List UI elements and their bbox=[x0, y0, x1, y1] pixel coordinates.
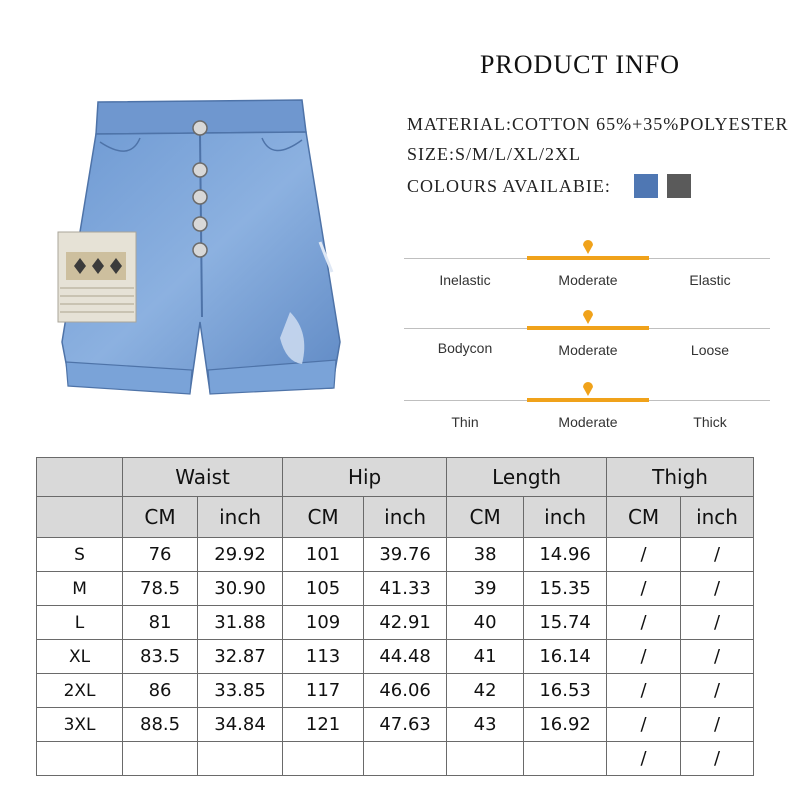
table-cell bbox=[447, 742, 524, 776]
table-cell bbox=[524, 742, 607, 776]
table-cell: 42 bbox=[447, 674, 524, 708]
table-cell: 39.76 bbox=[364, 538, 447, 572]
table-cell: 41 bbox=[447, 640, 524, 674]
scale-left-label: Thin bbox=[451, 414, 479, 430]
thickness-scale bbox=[404, 378, 770, 438]
elasticity-scale bbox=[404, 236, 770, 296]
scale-middle-label: Moderate bbox=[558, 342, 618, 358]
unit-header: CM bbox=[283, 497, 364, 538]
swatch-blue bbox=[634, 174, 658, 198]
table-cell: / bbox=[681, 640, 754, 674]
table-cell: 15.35 bbox=[524, 572, 607, 606]
table-cell: / bbox=[607, 742, 681, 776]
size-label-cell bbox=[37, 742, 123, 776]
table-unit-header-row bbox=[37, 497, 754, 538]
table-corner-cell bbox=[37, 497, 123, 538]
unit-header: CM bbox=[607, 497, 681, 538]
table-cell: 105 bbox=[283, 572, 364, 606]
table-cell: / bbox=[681, 572, 754, 606]
scale-selected-segment bbox=[527, 326, 649, 330]
scale-right-label: Thick bbox=[693, 414, 727, 430]
table-cell: 30.90 bbox=[198, 572, 283, 606]
table-row bbox=[37, 538, 754, 572]
table-cell: 117 bbox=[283, 674, 364, 708]
scale-marker-icon bbox=[582, 380, 594, 396]
unit-header: inch bbox=[681, 497, 754, 538]
scale-selected-segment bbox=[527, 256, 649, 260]
fit-scale bbox=[404, 306, 770, 366]
table-cell: / bbox=[607, 606, 681, 640]
table-cell: 47.63 bbox=[364, 708, 447, 742]
table-cell: 78.5 bbox=[123, 572, 198, 606]
size-label-cell: 3XL bbox=[37, 708, 123, 742]
table-cell: / bbox=[681, 674, 754, 708]
size-text: SIZE:S/M/L/XL/2XL bbox=[407, 144, 581, 164]
scale-selected-segment bbox=[527, 398, 649, 402]
swatch-gray bbox=[667, 174, 691, 198]
table-cell: 113 bbox=[283, 640, 364, 674]
size-chart-table bbox=[36, 457, 754, 776]
group-header-length: Length bbox=[447, 458, 607, 497]
table-cell: 43 bbox=[447, 708, 524, 742]
material-text: MATERIAL:COTTON 65%+35%POLYESTER bbox=[407, 114, 789, 134]
table-cell: / bbox=[607, 640, 681, 674]
table-cell: 34.84 bbox=[198, 708, 283, 742]
scale-right-label: Elastic bbox=[689, 272, 731, 288]
table-cell: 16.53 bbox=[524, 674, 607, 708]
table-cell: 101 bbox=[283, 538, 364, 572]
table-cell: / bbox=[607, 538, 681, 572]
scale-marker-icon bbox=[582, 238, 594, 254]
unit-header: CM bbox=[123, 497, 198, 538]
table-cell: 46.06 bbox=[364, 674, 447, 708]
table-cell: 81 bbox=[123, 606, 198, 640]
scale-middle-label: Moderate bbox=[558, 272, 618, 288]
table-cell: 38 bbox=[447, 538, 524, 572]
table-row bbox=[37, 674, 754, 708]
group-header-hip: Hip bbox=[283, 458, 447, 497]
unit-header: inch bbox=[524, 497, 607, 538]
table-cell: 16.14 bbox=[524, 640, 607, 674]
unit-header: CM bbox=[447, 497, 524, 538]
table-cell: / bbox=[681, 742, 754, 776]
scale-right-label: Loose bbox=[690, 342, 730, 358]
colours-label: COLOURS AVAILABIE: bbox=[407, 176, 611, 196]
table-cell: / bbox=[681, 708, 754, 742]
product-info-title: PRODUCT INFO bbox=[479, 50, 681, 79]
table-cell: 86 bbox=[123, 674, 198, 708]
table-cell: 16.92 bbox=[524, 708, 607, 742]
table-cell: 83.5 bbox=[123, 640, 198, 674]
table-row bbox=[37, 606, 754, 640]
table-cell: 121 bbox=[283, 708, 364, 742]
table-cell: 14.96 bbox=[524, 538, 607, 572]
unit-header: inch bbox=[198, 497, 283, 538]
table-cell: 15.74 bbox=[524, 606, 607, 640]
table-cell: 76 bbox=[123, 538, 198, 572]
table-cell: 31.88 bbox=[198, 606, 283, 640]
scale-left-label: Bodycon bbox=[437, 340, 493, 356]
scale-middle-label: Moderate bbox=[558, 414, 618, 430]
scale-left-label: Inelastic bbox=[439, 272, 491, 288]
table-cell: 88.5 bbox=[123, 708, 198, 742]
table-cell: 40 bbox=[447, 606, 524, 640]
group-header-thigh: Thigh bbox=[607, 458, 754, 497]
table-cell: 41.33 bbox=[364, 572, 447, 606]
unit-header: inch bbox=[364, 497, 447, 538]
table-cell: 42.91 bbox=[364, 606, 447, 640]
table-cell: 39 bbox=[447, 572, 524, 606]
size-label-cell: M bbox=[37, 572, 123, 606]
table-cell: / bbox=[681, 606, 754, 640]
size-label-cell: XL bbox=[37, 640, 123, 674]
size-label-cell: L bbox=[37, 606, 123, 640]
table-cell: 29.92 bbox=[198, 538, 283, 572]
table-row bbox=[37, 708, 754, 742]
table-cell bbox=[283, 742, 364, 776]
scale-marker-icon bbox=[582, 308, 594, 324]
table-cell bbox=[123, 742, 198, 776]
size-label-cell: S bbox=[37, 538, 123, 572]
denim-shorts-image bbox=[40, 92, 360, 432]
table-cell: 33.85 bbox=[198, 674, 283, 708]
table-row bbox=[37, 572, 754, 606]
table-cell bbox=[198, 742, 283, 776]
table-row bbox=[37, 640, 754, 674]
group-header-waist: Waist bbox=[123, 458, 283, 497]
table-cell: / bbox=[681, 538, 754, 572]
table-row bbox=[37, 742, 754, 776]
table-cell: / bbox=[607, 674, 681, 708]
table-group-header-row bbox=[37, 458, 754, 497]
table-cell bbox=[364, 742, 447, 776]
table-cell: 44.48 bbox=[364, 640, 447, 674]
table-cell: / bbox=[607, 572, 681, 606]
size-label-cell: 2XL bbox=[37, 674, 123, 708]
table-cell: 32.87 bbox=[198, 640, 283, 674]
table-cell: / bbox=[607, 708, 681, 742]
table-corner-cell bbox=[37, 458, 123, 497]
table-cell: 109 bbox=[283, 606, 364, 640]
